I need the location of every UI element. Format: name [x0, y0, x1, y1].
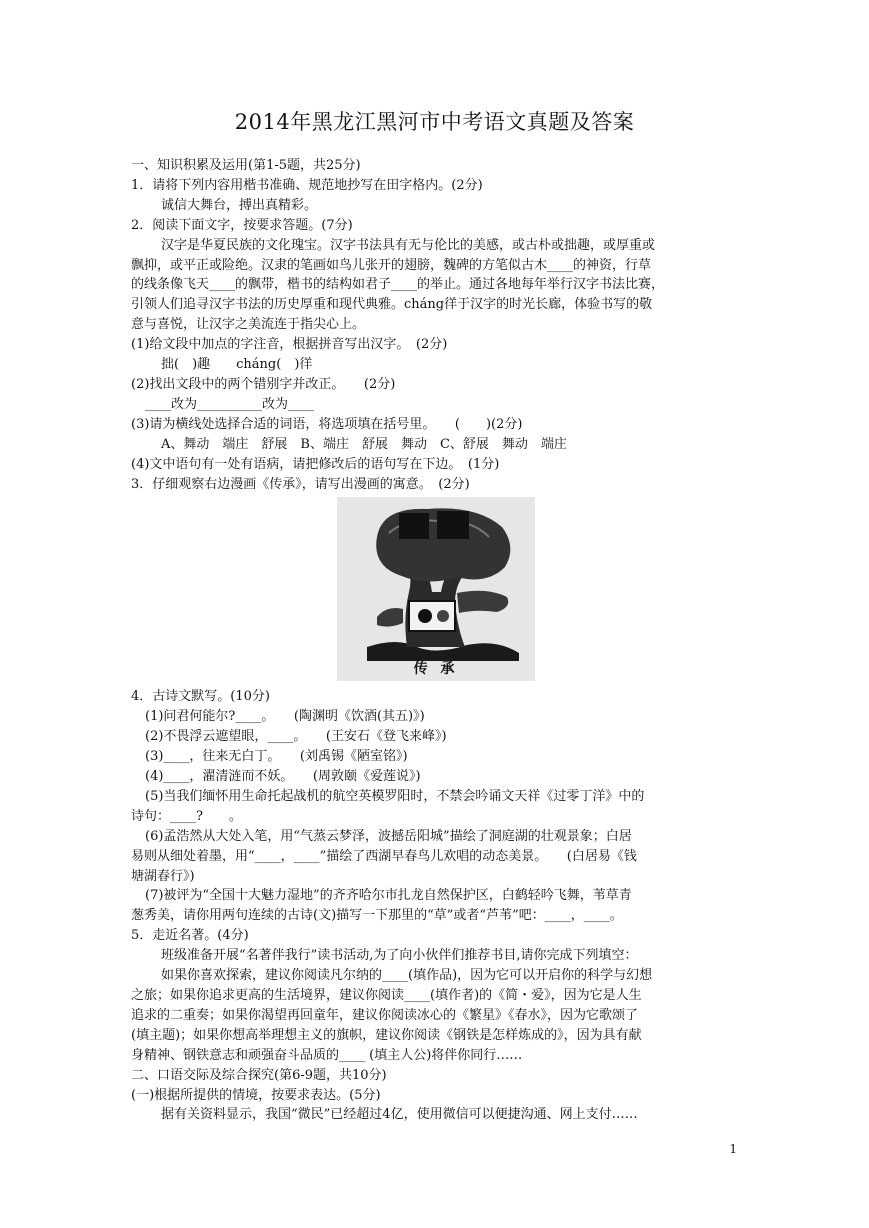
question-line: (1)给文段中加点的字注音，根据拼音写出汉字。 (2分) — [131, 337, 448, 353]
options-line: A、舞动 端庄 舒展 B、端庄 舒展 舞动 C、舒展 舞动 端庄 — [161, 436, 567, 452]
question-line: 1．请将下列内容用楷书准确、规范地抄写在田字格内。(2分) — [131, 177, 483, 193]
passage-line: 如果你喜欢探索，建议你阅读凡尔纳的____(填作品)，因为它可以开启你的科学与幻想 — [161, 968, 653, 984]
question-line: 3．仔细观察右边漫画《传承》，请写出漫画的寓意。 (2分) — [131, 476, 470, 492]
cartoon-caption: 传 承 — [413, 660, 459, 677]
passage-line: 飘抑，或平正或险绝。汉隶的笔画如鸟儿张开的翅膀，魏碑的方笔似古木____的神资，行草 — [131, 257, 652, 273]
cartoon-image — [337, 497, 535, 681]
poem-line: (1)问君何能尔?____。 (陶渊明《饮酒(其五)》) — [145, 709, 425, 725]
question-line: (3)请为横线处选择合适的词语，将选项填在括号里。 ( )(2分) — [131, 416, 523, 432]
question-line: 拙( )趣 cháng( )徉 — [161, 357, 313, 373]
passage-line: (填主题)；如果你想高举理想主义的旗帜，建议你阅读《钢铁是怎样炼成的》，因为具有献 — [131, 1027, 642, 1043]
passage-line: 追求的二重奏；如果你渴望再回童年，建议你阅读冰心的《繁星》《春水》，因为它歌颂了 — [131, 1007, 639, 1023]
poem-line: (6)孟浩然从大处入笔，用“气蒸云梦泽，波撼岳阳城”描绘了洞庭湖的壮观景象；白居 — [145, 828, 632, 844]
question-line: 5．走近名著。(4分) — [131, 928, 249, 944]
passage-line: 之旅；如果你追求更高的生活境界，建议你阅读____(填作者)的《简・爱》，因为它是人生 — [131, 988, 642, 1003]
poem-line: (2)不畏浮云遮望眼，____。 (王安石《登飞来峰》) — [145, 729, 447, 745]
cartoon-container — [131, 497, 741, 685]
poem-line: 易则从细处着墨，用“____，____”描绘了西湖早春鸟儿欢唱的动态美景。 (白居易《钱 — [131, 848, 637, 864]
passage-line: 意与喜悦，让汉字之美流连于指尖心上。 — [131, 317, 366, 333]
poem-line: 葱秀美，请你用两句连续的古诗(文)描写一下那里的“草”或者“芦苇”吧：____，____。 — [131, 908, 623, 924]
passage-line: 据有关资料显示，我国“微民”已经超过4亿，使用微信可以便捷沟通、网上支付…… — [161, 1107, 638, 1123]
poem-line: 塘湖春行》) — [131, 868, 195, 884]
document-body — [131, 156, 741, 1125]
cartoon-drawing — [337, 497, 535, 681]
section-heading: 一、知识积累及运用(第1-5题，共25分) — [131, 158, 361, 173]
passage-line: 身精神、钢铁意志和顽强奋斗品质的____ (填主人公)将伴你同行…… — [131, 1047, 523, 1063]
question-line: 2．阅读下面文字，按要求答题。(7分) — [131, 217, 353, 233]
poem-line: (4)____，濯清涟而不妖。 (周敦颐《爱莲说》) — [145, 769, 421, 785]
question-line: 诚信大舞台，搏出真精彩。 — [161, 197, 318, 213]
question-line: (2)找出文段中的两个错别字并改正。 (2分) — [131, 376, 396, 392]
question-line: 4．古诗文默写。(10分) — [131, 689, 270, 705]
answer-line: ____改为__________改为____ — [145, 396, 315, 412]
passage-line: 引领人们追寻汉字书法的历史厚重和现代典雅。cháng徉于汉字的时光长廊，体验书写的敬 — [131, 297, 653, 313]
poem-line: (5)当我们缅怀用生命托起战机的航空英模罗阳时，不禁会吟诵文天祥《过零丁洋》中的 — [145, 788, 645, 804]
poem-line: (3)____，往来无白丁。 (刘禹锡《陋室铭》) — [145, 749, 408, 765]
document-title: 2014年黑龙江黑河市中考语文真题及答案 — [234, 110, 635, 134]
poem-line: 诗句：____? 。 — [131, 808, 242, 824]
passage-line: 的线条像飞天____的飘带，楷书的结构如君子____的举止。通过各地每年举行汉字书法比赛， — [131, 277, 665, 293]
question-line: (一)根据所提供的情境，按要求表达。(5分) — [131, 1087, 381, 1103]
page-number: 1 — [729, 1142, 737, 1156]
section-heading: 二、口语交际及综合探究(第6-9题，共10分) — [131, 1067, 387, 1083]
passage-line: 班级准备开展“名著伴我行”读书活动,为了向小伙伴们推荐书目,请你完成下列填空： — [161, 948, 638, 964]
passage-line: 汉字是华夏民族的文化瑰宝。汉字书法具有无与伦比的美感，或古朴或拙趣，或厚重或 — [161, 237, 656, 253]
question-line: (4)文中语句有一处有语病，请把修改后的语句写在下边。 (1分) — [131, 456, 500, 472]
poem-line: (7)被评为“全国十大魅力湿地”的齐齐哈尔市扎龙自然保护区，白鹤轻吟飞舞，苇草青 — [145, 888, 632, 904]
